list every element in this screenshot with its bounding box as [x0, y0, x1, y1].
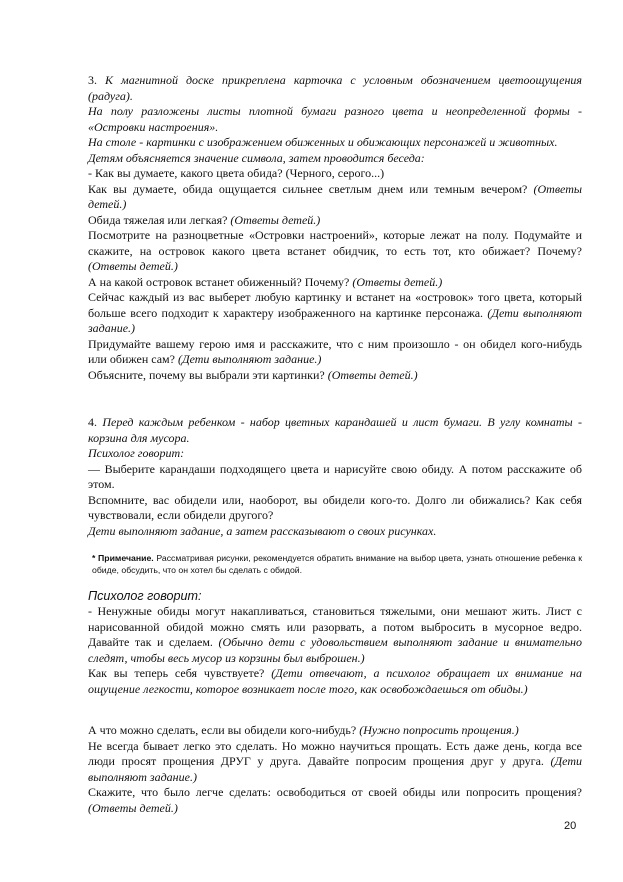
spacer	[88, 697, 582, 723]
section5-speaker: Психолог говорит:	[88, 589, 202, 603]
s5p4-text: Не всегда бывает легко это сделать. Но можно научиться прощать. Есть даже день, когда все люди просят прощения ДРУГ у друга. Давайте попросим прощения друг у друга.	[88, 738, 582, 768]
q8-answer: (Ответы детей.)	[327, 367, 418, 382]
section3-intro-1	[88, 73, 582, 104]
section4-speaker: Психолог говорит:	[88, 446, 185, 460]
section4-paragraph-1: — Выберите карандаши подходящего цвета и нарисуйте свою обиду. А потом расскажите об этом.	[88, 461, 582, 491]
section3-intro-3: На столе - картинки с изображением обиженных и обижающих персонажей и животных.	[88, 135, 558, 149]
q3-answer: (Ответы детей.)	[230, 212, 321, 227]
section3-number: 3.	[88, 73, 97, 87]
section3-intro-1-text: К магнитной доске прикреплена карточка с условным обозначением цветоощущения (радуга).	[88, 73, 583, 103]
section5-paragraph-2	[88, 666, 582, 697]
section4-paragraph-2: Вспомните, вас обидели или, наоборот, вы обидели кого-то. Долго ли обижались? Как себя чувствовали, если обидели другого?	[88, 492, 582, 522]
note-text: Рассматривая рисунки, рекомендуется обратить внимание на выбор цвета, узнать отношение ребенка к обиде, обсудить, что он хотел бы сделать с обидой.	[92, 553, 582, 575]
section5-paragraph-4	[88, 739, 582, 786]
q6-answer: (Дети выполняют задание.)	[88, 305, 582, 335]
s5p1-text: - Ненужные обиды могут накапливаться, становиться тяжелыми, они мешают жить. Лист с нарисованной обидой можно смять или разорвать, а потом выбросить в мусорное ведро. Давайте так и сделаем.	[88, 604, 582, 649]
q7-text: Придумайте вашему герою имя и расскажите, что с ним произошло - он обидел кого-нибудь или обижен сам?	[88, 336, 582, 366]
section4-paragraph-3: Дети выполняют задание, а затем рассказывают о своих рисунках.	[88, 523, 437, 538]
q5-text: А на какой островок встанет обиженный? Почему?	[88, 274, 350, 289]
q2-text: Как вы думаете, обида ощущается сильнее светлым днем или темным вечером?	[88, 181, 528, 196]
section5-paragraph-1	[88, 604, 582, 666]
spacer	[88, 539, 582, 553]
s5p3-italic: (Нужно попросить прощения.)	[359, 723, 519, 737]
section3-question-1: - Как вы думаете, какого цвета обида? (Черного, серого...)	[88, 166, 385, 180]
q3-text: Обида тяжелая или легкая?	[88, 212, 228, 227]
section3-question-2	[88, 182, 582, 213]
s5p5-text: Скажите, что было легче сделать: освободиться от своей обиды или попросить прощения?	[88, 785, 582, 799]
q4-text: Посмотрите на разноцветные «Островки настроений», которые лежат на полу. Подумайте и скажите, на островок какого цвета встанет обидчик, то есть тот, кто обижает? Почему?	[88, 228, 582, 258]
section3-intro-2: На полу разложены листы плотной бумаги разного цвета и неопределенной формы - «Островки настроения».	[88, 104, 582, 134]
section4-number: 4.	[88, 415, 97, 429]
q2-answer: (Ответы детей.)	[88, 181, 583, 211]
document-page	[88, 73, 582, 816]
s5p2-text: Как вы теперь себя чувствуете?	[88, 666, 265, 680]
s5p4-italic: (Дети выполняют задание.)	[88, 754, 582, 784]
s5p5-italic: (Ответы детей.)	[88, 800, 178, 815]
q5-answer: (Ответы детей.)	[352, 274, 443, 289]
spacer	[88, 383, 582, 415]
q8-text: Объясните, почему вы выбрали эти картинки?	[88, 367, 325, 382]
section4-intro	[88, 415, 582, 446]
section3-question-3	[88, 213, 582, 229]
section3-question-4	[88, 228, 582, 275]
q4-answer: (Ответы детей.)	[88, 259, 178, 273]
note	[88, 553, 582, 576]
section3-question-6	[88, 290, 582, 337]
section3-question-7	[88, 337, 582, 368]
section5-paragraph-3	[88, 723, 582, 739]
q6-text: Сейчас каждый из вас выберет любую картинку и встанет на «островок» того цвета, который больше всего подходит к характеру изображенного на картинке персонажа.	[88, 290, 582, 320]
section4-intro-text: Перед каждым ребенком - набор цветных карандашей и лист бумаги. В углу комнаты - корзина для мусора.	[88, 415, 582, 445]
s5p3-text: А что можно сделать, если вы обидели кого-нибудь?	[88, 723, 357, 737]
section3-question-5	[88, 275, 582, 291]
s5p1-italic: (Обычно дети с удовольствием выполняют задание и внимательно следят, чтобы весь мусор из корзины был выброшен.)	[88, 635, 582, 665]
s5p2-italic: (Дети отвечают, а психолог обращает их внимание на ощущение легкости, которое возникает после того, как освобождаешься от обиды.)	[88, 666, 583, 696]
q7-answer: (Дети выполняют задание.)	[177, 352, 322, 366]
page-number: 20	[564, 820, 577, 832]
note-label: * Примечание.	[92, 553, 154, 563]
section5-paragraph-5	[88, 785, 582, 816]
section3-intro-4: Детям объясняется значение символа, затем проводится беседа:	[88, 150, 425, 165]
section3-question-8	[88, 368, 582, 384]
spacer	[88, 576, 582, 588]
